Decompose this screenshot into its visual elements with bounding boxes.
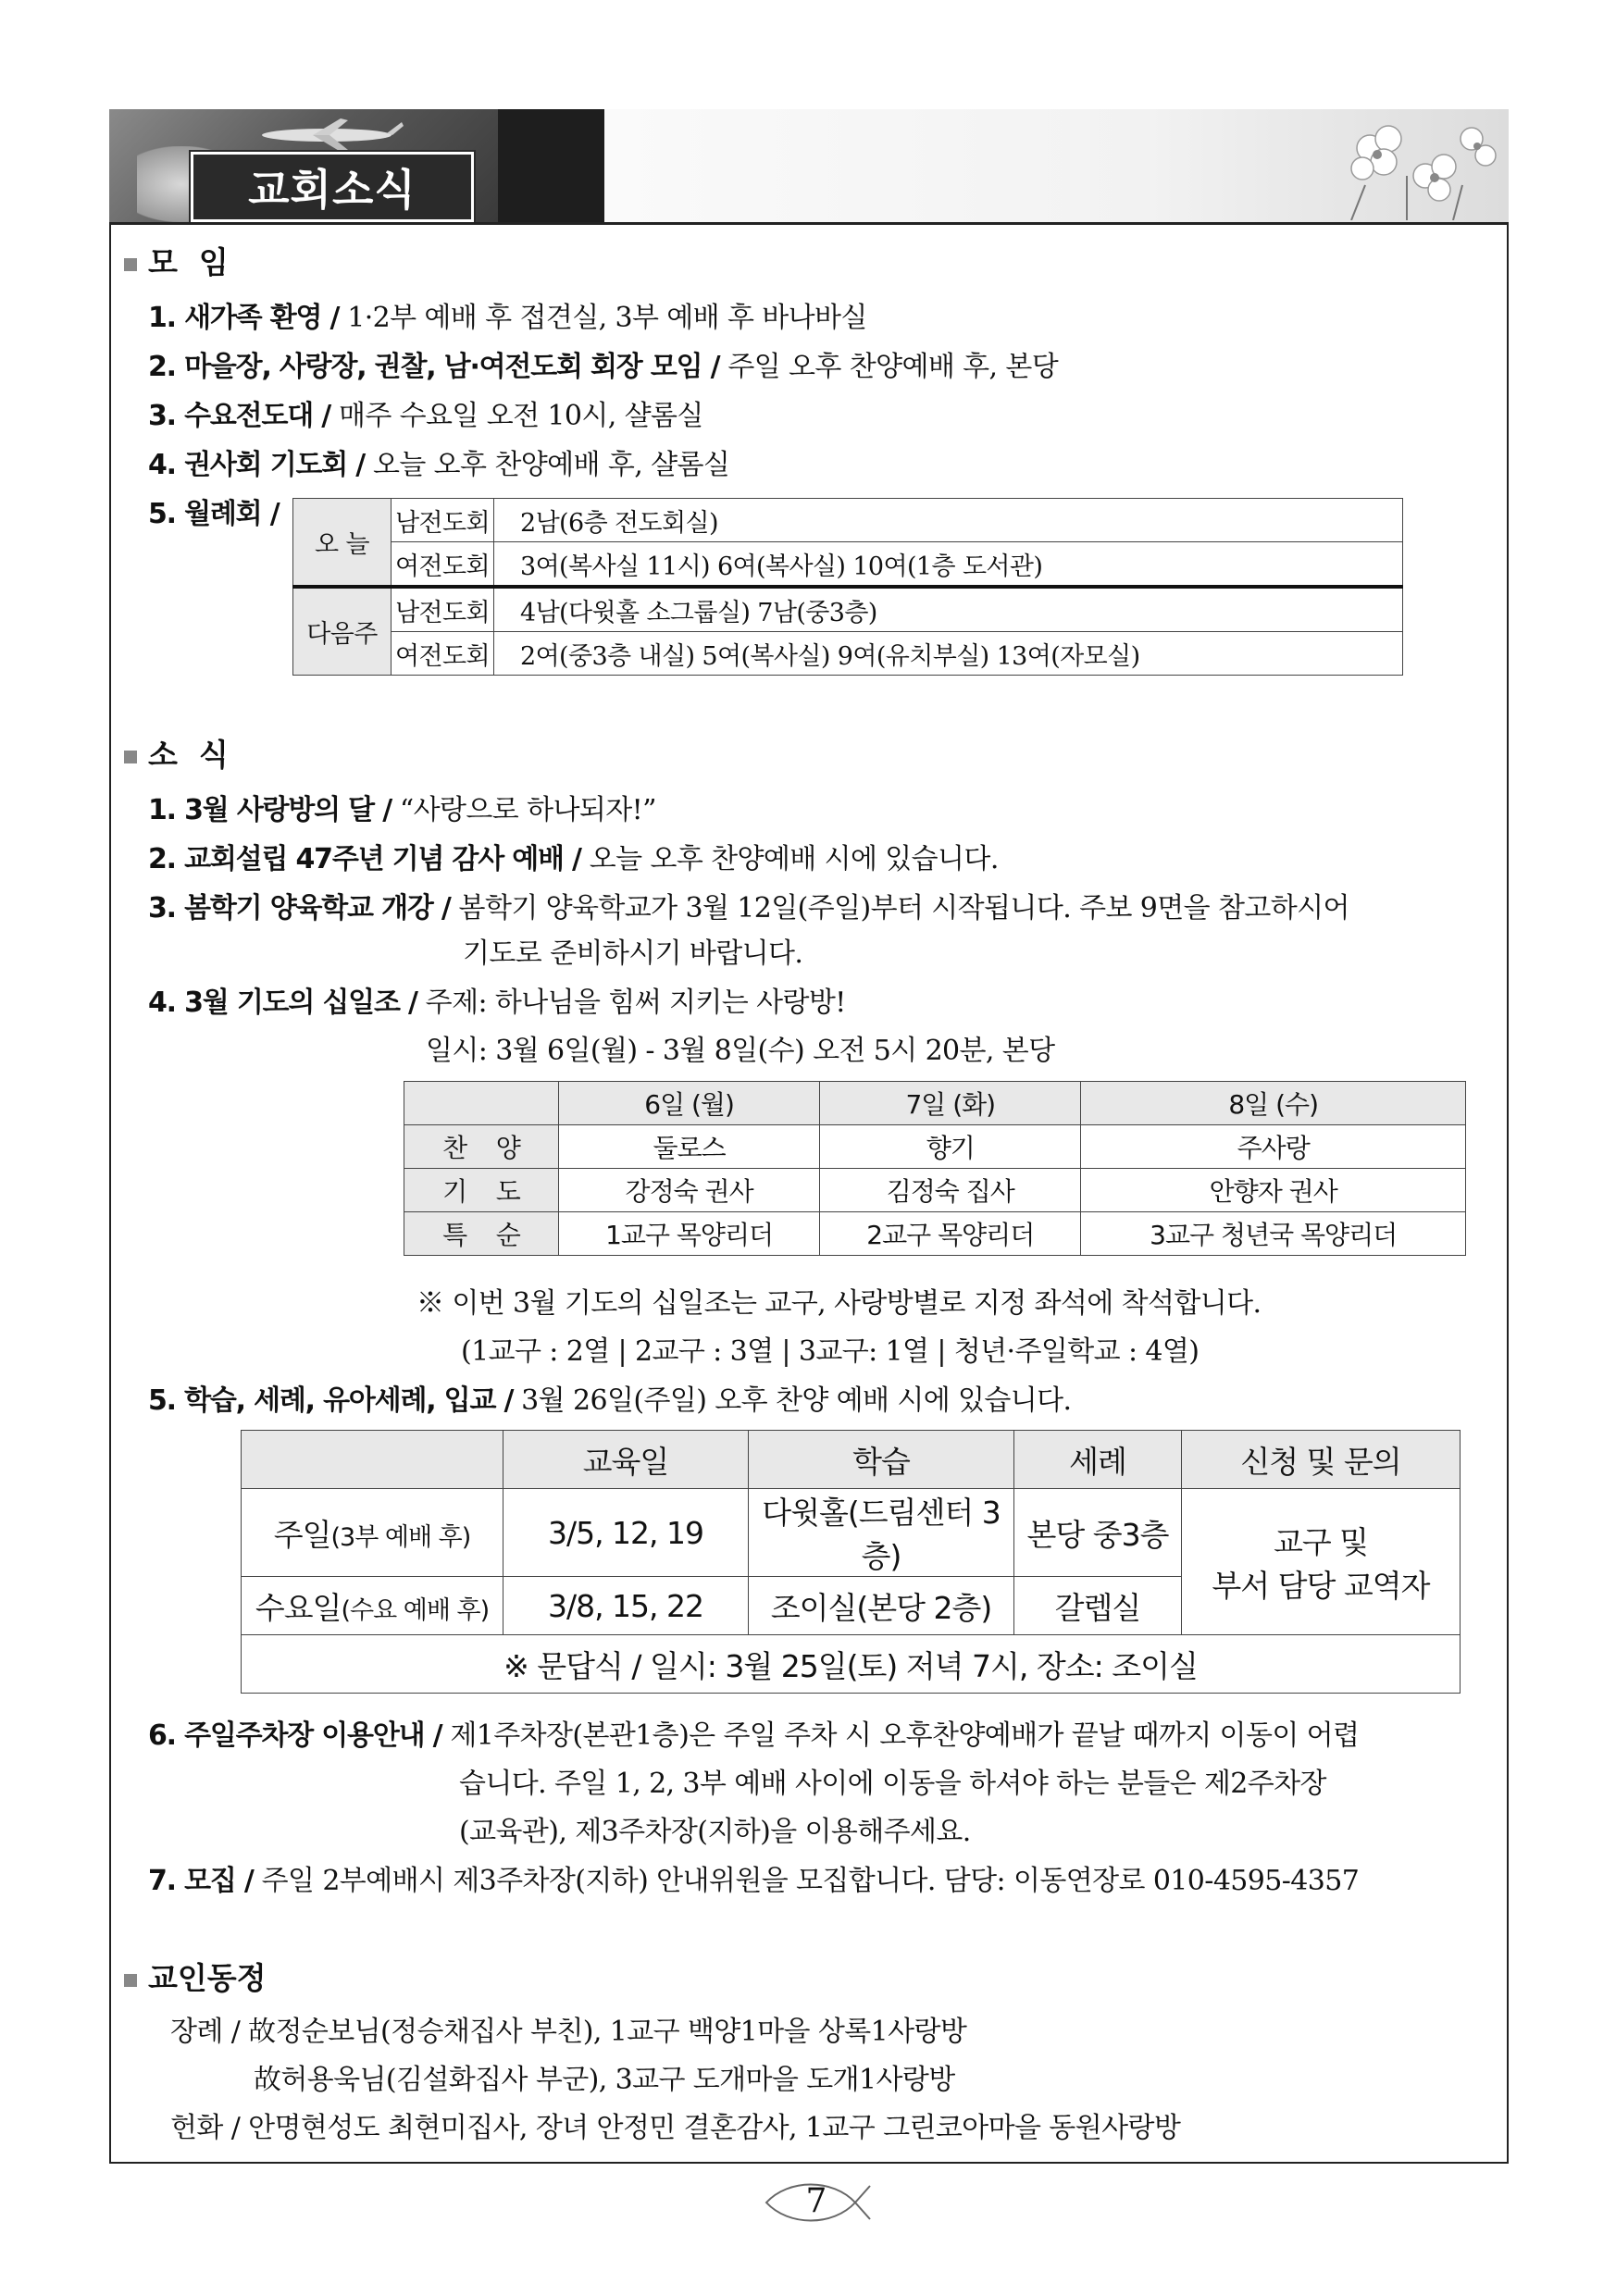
today-label: 오 늘 [293,499,392,588]
table-row [404,1125,1466,1169]
table-cell: 3교구 청년국 목양리더 [1081,1212,1466,1256]
row-label: 수요일(수요 예배 후) [242,1577,503,1635]
seating-note: ※ 이번 3월 기도의 십일조는 교구, 사랑방별로 지정 좌석에 착석합니다. [416,1287,1262,1320]
news-item-4-cont: 일시: 3월 6일(월) - 3월 8일(수) 오전 5시 20분, 본당 [426,1035,1055,1067]
column-header: 7일 (화) [820,1082,1081,1125]
section-heading-members: 교인동정 [124,1955,267,1998]
table-row [293,587,1403,632]
contact-cell: 교구 및 부서 담당 교역자 [1182,1489,1461,1635]
table-cell: 3/8, 15, 22 [503,1577,749,1635]
monthly-meeting-table [292,498,1403,676]
header-dark-stripe [498,109,604,222]
table-cell: 본당 중3층 [1014,1489,1182,1577]
column-header: 신청 및 문의 [1182,1431,1461,1489]
table-row [404,1082,1466,1125]
news-item-4: 4. 3월 기도의 십일조 / 주제: 하나님을 힘써 지키는 사랑방! [148,987,846,1019]
row-label: 주일(3부 예배 후) [242,1489,503,1577]
row-label: 기 도 [404,1169,559,1212]
prayer-schedule-table [404,1081,1466,1256]
news-item-5: 5. 학습, 세례, 유아세례, 입교 / 3월 26일(주일) 오후 찬양 예배 시에 있습니다. [148,1384,1072,1417]
table-row [404,1169,1466,1212]
table-cell: 3/5, 12, 19 [503,1489,749,1577]
meeting-item-4: 4. 권사회 기도회 / 오늘 오후 찬양예배 후, 샬롬실 [148,449,730,481]
table-cell: 향기 [820,1125,1081,1169]
table-cell: 1교구 목양리더 [559,1212,820,1256]
group-cell: 여전도회 [392,542,494,588]
table-row [242,1489,1461,1577]
news-item-3-cont: 기도로 준비하시기 바랍니다. [463,937,803,970]
row-label: 찬 양 [404,1125,559,1169]
square-bullet-icon [124,258,137,271]
seating-detail: (1교구 : 2열 | 2교구 : 3열 | 3교구: 1열 | 청년·주일학교 : 4열) [461,1335,1200,1368]
group-cell: 여전도회 [392,632,494,676]
news-item-1: 1. 3월 사랑방의 달 / “사랑으로 하나되자!” [148,794,656,826]
table-cell: 안향자 권사 [1081,1169,1466,1212]
value-cell: 4남(다윗홀 소그룹실) 7남(중3층) [494,587,1403,632]
value-cell: 2여(중3층 내실) 5여(복사실) 9여(유치부실) 13여(자모실) [494,632,1403,676]
table-row [293,542,1403,588]
news-item-2: 2. 교회설립 47주년 기념 감사 예배 / 오늘 오후 찬양예배 시에 있습니다. [148,843,999,875]
value-cell: 3여(복사실 11시) 6여(복사실) 10여(1층 도서관) [494,542,1403,588]
page-number: 7 [761,2177,872,2228]
column-header: 세례 [1014,1431,1182,1489]
table-row [404,1212,1466,1256]
square-bullet-icon [124,1974,137,1987]
news-item-6-cont: 습니다. 주일 1, 2, 3부 예배 사이에 이동을 하셔야 하는 분들은 제2주차장 [459,1768,1326,1800]
column-header: 8일 (수) [1081,1082,1466,1125]
baptism-schedule-table [241,1430,1461,1694]
meeting-item-1: 1. 새가족 환영 / 1·2부 예배 후 접견실, 3부 예배 후 바나바실 [148,302,867,334]
table-cell: 갈렙실 [1014,1577,1182,1635]
table-row [242,1431,1461,1489]
table-cell: 2교구 목양리더 [820,1212,1081,1256]
group-cell: 남전도회 [392,499,494,542]
section-heading-meeting: 모 임 [124,239,229,282]
news-item-7: 7. 모집 / 주일 2부예배시 제3주차장(지하) 안내위원을 모집합니다. 담당: 이동연장로 010-4595-4357 [148,1865,1360,1897]
table-cell: 둘로스 [559,1125,820,1169]
table-cell: 주사랑 [1081,1125,1466,1169]
section-heading-news: 소 식 [124,731,229,775]
meeting-item-2: 2. 마을장, 사랑장, 권찰, 남·여전도회 회장 모임 / 주일 오후 찬양예배 후, 본당 [148,351,1059,383]
news-item-6-cont2: (교육관), 제3주차장(지하)을 이용해주세요. [459,1816,971,1848]
meeting-item-5: 5. 월례회 / [148,498,280,530]
table-row [293,499,1403,542]
table-cell: 조이실(본당 2층) [749,1577,1014,1635]
group-cell: 남전도회 [392,587,494,632]
value-cell: 2남(6층 전도회실) [494,499,1403,542]
news-item-3: 3. 봄학기 양육학교 개강 / 봄학기 양육학교가 3월 12일(주일)부터 시작됩니다. 주보 9면을 참고하시어 [148,892,1349,925]
page-title: 교회소식 [191,152,474,222]
airplane-icon [248,117,405,154]
funeral-line-2: 故허용욱님(김설화집사 부군), 3교구 도개마을 도개1사랑방 [254,2064,955,2096]
exam-note: ※ 문답식 / 일시: 3월 25일(토) 저녁 7시, 장소: 조이실 [242,1635,1461,1694]
news-item-6: 6. 주일주차장 이용안내 / 제1주차장(본관1층)은 주일 주차 시 오후찬양예배가 끝날 때까지 이동이 어렵 [148,1719,1360,1752]
table-cell: 김정숙 집사 [820,1169,1081,1212]
table-row [242,1635,1461,1694]
table-row [293,632,1403,676]
funeral-line-1: 장례 / 故정순보님(정승채집사 부친), 1교구 백양1마을 상록1사랑방 [170,2016,967,2048]
column-header: 학습 [749,1431,1014,1489]
corner-cell [404,1082,559,1125]
column-header: 6일 (월) [559,1082,820,1125]
table-cell: 강정숙 권사 [559,1169,820,1212]
column-header: 교육일 [503,1431,749,1489]
row-label: 특 순 [404,1212,559,1256]
flower-icon [1314,111,1499,220]
meeting-item-3: 3. 수요전도대 / 매주 수요일 오전 10시, 샬롬실 [148,400,703,432]
header-banner [109,109,1509,222]
next-week-label: 다음주 [293,587,392,676]
flower-offering-line: 헌화 / 안명현성도 최현미집사, 장녀 안정민 결혼감사, 1교구 그린코아마을 동원사랑방 [170,2112,1181,2144]
square-bullet-icon [124,751,137,763]
corner-cell [242,1431,503,1489]
table-cell: 다윗홀(드림센터 3층) [749,1489,1014,1577]
